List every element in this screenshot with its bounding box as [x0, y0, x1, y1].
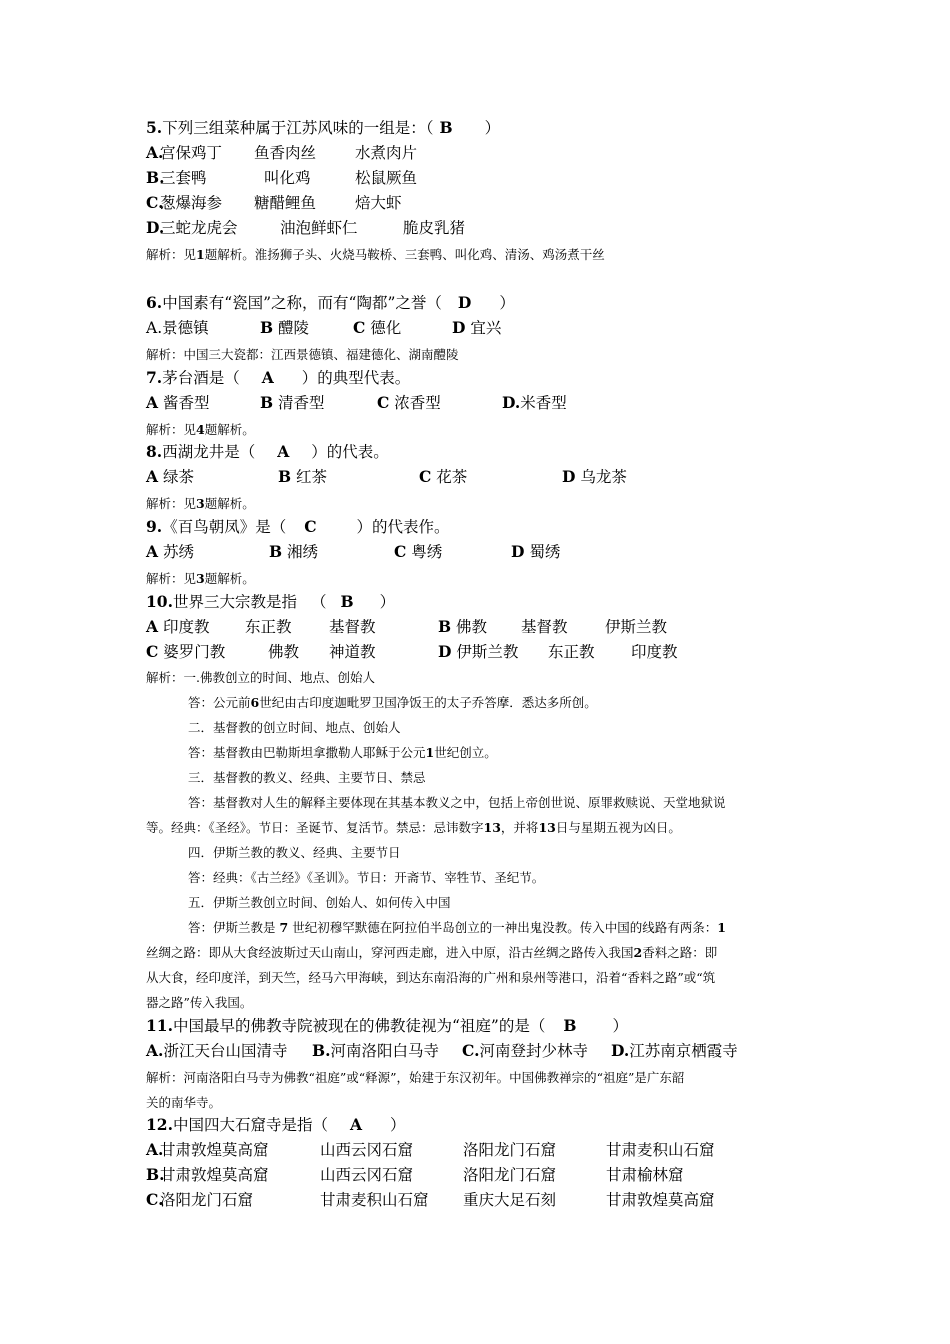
explanation-text: 题解析。 — [204, 422, 255, 437]
option-b: B 红茶 — [278, 467, 328, 486]
question-number: 6. — [146, 293, 163, 312]
option-c: C.河南登封少林寺 — [462, 1041, 588, 1060]
question-close: ） — [379, 593, 396, 611]
answer-text: 从大食，经印度洋，到天竺，经马六甲海峡，到达东南沿海的广州和泉州等港口，沿着“香料之路”或“筑 — [146, 970, 716, 985]
option-text: 焙大虾 — [355, 194, 402, 212]
option-text: 甘肃敦煌莫高窟 — [160, 1166, 269, 1184]
option-text: 重庆大足石刻 — [463, 1191, 557, 1209]
option-text: 山西云冈石窟 — [320, 1141, 414, 1159]
explanation-text: 解析：见 — [146, 422, 197, 437]
option-letter: D. — [146, 218, 165, 237]
explanation-number: 3 — [196, 571, 205, 586]
option-b: B 醴陵 — [260, 318, 310, 337]
option-c: C 浓香型 — [377, 393, 441, 412]
option-text: 山西云冈石窟 — [320, 1166, 414, 1184]
option-text: 甘肃榆林窟 — [606, 1166, 684, 1184]
question-11 — [146, 1017, 811, 1036]
question-5 — [146, 119, 811, 138]
question-close: ） — [499, 294, 515, 312]
question-stem: 西湖龙井是（ — [162, 443, 256, 461]
question-number: 8. — [146, 442, 163, 461]
answer: A — [349, 1115, 363, 1134]
question-stem: 《百鸟朝凤》是（ — [162, 518, 287, 536]
explanation-heading: 解析：一.佛教创立的时间、地点、创始人 — [146, 670, 375, 685]
option-a: A.景德镇 — [146, 319, 209, 337]
option-text: 印度教 — [631, 643, 678, 661]
question-open: （ — [310, 593, 327, 611]
option-letter: C. — [146, 193, 164, 212]
option-text: 油泡鲜虾仁 — [280, 219, 358, 237]
question-number: 9. — [146, 517, 163, 536]
option-a: A.浙江天台山国清寺 — [146, 1041, 288, 1060]
option-d: D 伊斯兰教 — [438, 642, 519, 661]
option-letter: C. — [146, 1190, 164, 1209]
option-text: 糖醋鲤鱼 — [254, 194, 317, 212]
option-a: A 印度教 — [146, 617, 210, 636]
question-close: ） — [390, 1116, 406, 1134]
explanation — [146, 247, 811, 262]
explanation — [146, 496, 811, 511]
explanation: 解析：中国三大瓷都：江西景德镇、福建德化、湖南醴陵 — [146, 347, 459, 362]
answer-text: 答：伊斯兰教是 7 世纪初穆罕默德在阿拉伯半岛创立的一神出鬼没教。传入中国的线路有两条：1 — [188, 920, 726, 935]
option-d: D.江苏南京栖霞寺 — [611, 1041, 738, 1060]
option-text: 伊斯兰教 — [605, 618, 668, 636]
question-close: ）的代表作。 — [356, 518, 450, 536]
explanation — [146, 422, 811, 437]
question-6 — [146, 294, 811, 313]
option-b: B 佛教 — [438, 617, 488, 636]
option-text: 三蛇龙虎会 — [160, 219, 238, 237]
answer: B — [340, 592, 354, 611]
question-9 — [146, 518, 811, 537]
question-stem: 下列三组菜种属于江苏风味的一组是：（ — [162, 119, 434, 137]
question-10 — [146, 593, 811, 612]
option-b: B.河南洛阳白马寺 — [312, 1041, 440, 1060]
option-c: C 花茶 — [419, 467, 468, 486]
sub-heading: 三．基督教的教义、经典、主要节日、禁忌 — [188, 770, 426, 785]
option-d: D 宜兴 — [452, 318, 502, 337]
explanation-text: 题解析。 — [204, 571, 255, 586]
option-text: 鱼香肉丝 — [254, 144, 317, 162]
option-text: 水煮肉片 — [355, 144, 418, 162]
option-letter: A. — [146, 143, 164, 162]
answer-text: 答：基督教由巴勒斯坦拿撒勒人耶稣于公元1世纪创立。 — [188, 745, 497, 760]
option-letter: B. — [146, 168, 165, 187]
explanation-text: 题解析。淮扬狮子头、火烧马鞍桥、三套鸭、叫化鸡、清汤、鸡汤煮干丝 — [204, 247, 605, 262]
option-text: 松鼠厥鱼 — [355, 169, 418, 187]
option-c: C 婆罗门教 — [146, 642, 226, 661]
answer-text: 等。经典：《圣经》。节日：圣诞节、复活节。禁忌：忌讳数字13，并将13日与星期五视为凶日。 — [146, 820, 681, 835]
option-text: 东正教 — [245, 618, 292, 636]
answer-text: 丝绸之路：即从大食经波斯过天山南山，穿河西走廊，进入中原，沿古丝绸之路传入我国2香料之路：即 — [146, 945, 718, 960]
option-a: A 酱香型 — [146, 393, 210, 412]
answer-text: 答：经典：《古兰经》《圣训》。节日：开斋节、宰牲节、圣纪节。 — [188, 870, 545, 885]
answer: A — [261, 368, 274, 387]
option-letter: A. — [146, 1140, 164, 1159]
answer-text: 答：基督教对人生的解释主要体现在其基本教义之中，包括上帝创世说、原罪救赎说、天堂地狱说 — [188, 795, 726, 810]
answer: B — [439, 118, 453, 137]
question-number: 12. — [146, 1115, 173, 1134]
explanation-text: 解析：见 — [146, 496, 197, 511]
option-text: 脆皮乳猪 — [403, 219, 466, 237]
option-b: B 清香型 — [260, 393, 325, 412]
explanation-number: 4 — [196, 422, 205, 437]
option-text: 甘肃敦煌莫高窟 — [606, 1191, 715, 1209]
option-a: A 苏绣 — [146, 542, 194, 561]
sub-heading: 五．伊斯兰教创立时间、创始人、如何传入中国 — [188, 895, 451, 910]
answer-text: 答：公元前6世纪由古印度迦毗罗卫国净饭王的太子乔答摩．悉达多所创。 — [188, 695, 597, 710]
question-7 — [146, 369, 811, 388]
question-stem: 中国最早的佛教寺院被现在的佛教徒视为“祖庭”的是（ — [172, 1017, 546, 1035]
option-text: 洛阳龙门石窟 — [160, 1191, 254, 1209]
option-b: B 湘绣 — [269, 542, 319, 561]
option-text: 佛教 — [268, 643, 300, 661]
option-text: 葱爆海参 — [160, 194, 223, 212]
question-number: 5. — [146, 118, 163, 137]
option-a: A 绿茶 — [146, 467, 194, 486]
question-number: 11. — [146, 1016, 173, 1035]
explanation-text: 解析：见 — [146, 247, 197, 262]
option-text: 叫化鸡 — [264, 169, 311, 187]
option-c: C 粤绣 — [394, 542, 443, 561]
option-letter: B. — [146, 1165, 165, 1184]
option-text: 东正教 — [548, 643, 595, 661]
option-text: 洛阳龙门石窟 — [463, 1166, 557, 1184]
option-text: 洛阳龙门石窟 — [463, 1141, 557, 1159]
answer: A — [277, 442, 290, 461]
explanation-number: 1 — [196, 247, 205, 262]
question-close: ）的典型代表。 — [301, 369, 411, 387]
option-d: D 乌龙茶 — [562, 467, 627, 486]
question-close: ） — [612, 1017, 628, 1035]
question-8 — [146, 443, 811, 462]
explanation: 解析：河南洛阳白马寺为佛教“祖庭”或“释源”，始建于东汉初年。中国佛教禅宗的“祖庭”是广东韶 — [146, 1070, 685, 1085]
question-stem: 茅台酒是（ — [162, 369, 240, 387]
explanation-text: 解析：见 — [146, 571, 197, 586]
option-c: C 德化 — [353, 318, 402, 337]
option-d: D.米香型 — [502, 393, 567, 412]
answer-text: 器之路”传入我国。 — [146, 995, 253, 1010]
explanation-text: 题解析。 — [204, 496, 255, 511]
question-close: ）的代表。 — [311, 443, 389, 461]
option-text: 宫保鸡丁 — [160, 144, 223, 162]
answer: B — [563, 1016, 577, 1035]
sub-heading: 二．基督教的创立时间、地点、创始人 — [188, 720, 401, 735]
option-text: 三套鸭 — [160, 169, 207, 187]
sub-heading: 四．伊斯兰教的教义、经典、主要节日 — [188, 845, 401, 860]
option-text: 甘肃麦积山石窟 — [606, 1141, 715, 1159]
option-text: 甘肃麦积山石窟 — [320, 1191, 429, 1209]
option-d: D 蜀绣 — [511, 542, 561, 561]
question-12 — [146, 1116, 811, 1135]
explanation: 关的南华寺。 — [146, 1095, 222, 1110]
answer: D — [457, 293, 472, 312]
question-number: 7. — [146, 368, 163, 387]
question-stem: 中国四大石窟寺是指（ — [172, 1116, 328, 1134]
option-text: 基督教 — [521, 618, 568, 636]
explanation-number: 3 — [196, 496, 205, 511]
option-text: 神道教 — [329, 643, 376, 661]
option-text: 基督教 — [329, 618, 376, 636]
question-stem: 中国素有“瓷国”之称，而有“陶都”之誉（ — [162, 294, 442, 312]
question-number: 10. — [146, 592, 173, 611]
option-text: 甘肃敦煌莫高窟 — [160, 1141, 269, 1159]
answer: C — [304, 517, 317, 536]
explanation — [146, 571, 811, 586]
question-close: ） — [484, 119, 501, 137]
question-stem: 世界三大宗教是指 — [172, 593, 297, 611]
